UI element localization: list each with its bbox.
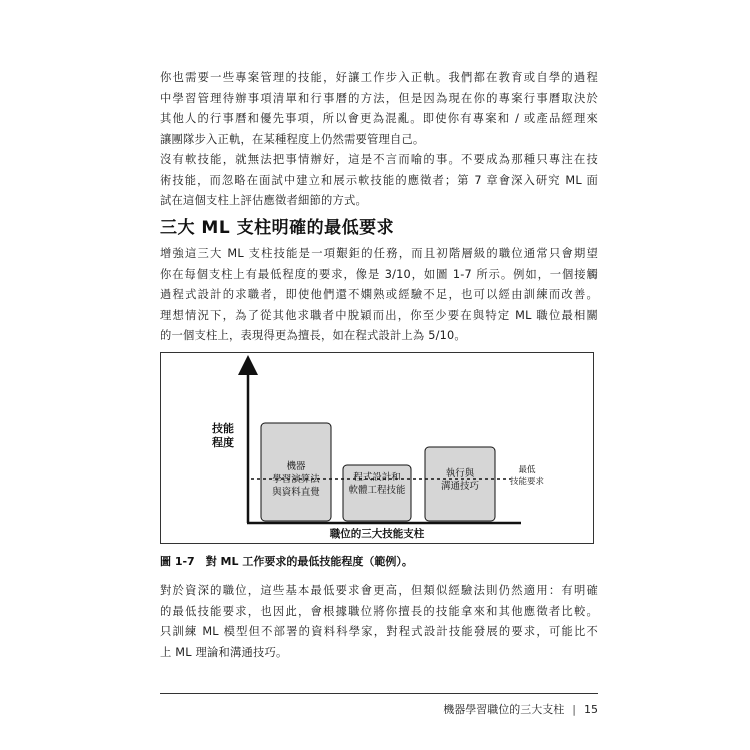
- y-axis-label-line: 技能: [212, 422, 234, 435]
- figure-1-7: [160, 352, 594, 544]
- text-line: 理想情況下，為了從其他求職者中脫穎而出，你至少要在與特定 ML 職位最相關: [160, 308, 598, 322]
- text-line: 只訓練 ML 模型但不部署的資料科學家，對程式設計技能發展的要求，可能比不: [160, 625, 598, 638]
- text-line: 上 ML 理論和溝通技巧。: [160, 645, 288, 659]
- footer-separator: |: [572, 703, 576, 716]
- pillar-label-line: 機器: [286, 461, 306, 472]
- text-line: 其他人的行事曆和優先事項，所以會更為混亂。即使你有專案和 / 或產品經理來: [160, 112, 598, 125]
- text-line: 沒有軟技能，就無法把事情辦好，這是不言而喻的事。不要成為那種只專注在技: [160, 153, 598, 166]
- pillar-label-line: 軟體工程技能: [348, 485, 406, 496]
- min-skill-label-line: 最低: [518, 465, 536, 475]
- x-axis-label: 職位的三大技能支柱: [329, 528, 425, 540]
- text-line: 術技能，而忽略在面試中建立和展示軟技能的應徵者；第 7 章會深入研究 ML 面: [160, 173, 598, 187]
- pillar-label-line: 執行與: [445, 468, 475, 479]
- pillar-label-line: 溝通技巧: [440, 481, 480, 492]
- paragraph-senior-roles: [160, 581, 598, 663]
- footer-divider: [160, 693, 598, 694]
- figure-caption: 圖 1-7 對 ML 工作要求的最低技能程度（範例）。: [160, 555, 413, 568]
- min-skill-label-line: 技能要求: [509, 477, 545, 487]
- pillar-ml-algorithms: [261, 423, 331, 521]
- text-line: 的一個支柱上，表現得更為擅長，如在程式設計上為 5/10。: [160, 329, 466, 342]
- text-line: 過程式設計的求職者，即使他們還不嫻熟或經驗不足，也可以經由訓練而改善。: [160, 288, 598, 301]
- paragraph-soft-skills: [160, 150, 598, 212]
- pillar-label-line: 學習演算法: [272, 474, 320, 485]
- running-title: 機器學習職位的三大支柱: [443, 703, 565, 716]
- text-line: 對於資深的職位，這些基本最低要求會更高，但類似經驗法則仍然適用：有明確: [160, 584, 598, 597]
- y-axis-label-line: 程度: [212, 436, 234, 449]
- pillar-label-line: 程式設計和: [353, 472, 401, 483]
- text-line: 試在這個支柱上評估應徵者細節的方式。: [160, 194, 367, 207]
- pillar-label-line: 與資料直覺: [272, 487, 320, 498]
- section-heading: 三大 ML 支柱明確的最低要求: [160, 218, 395, 238]
- skill-pillars-diagram: [161, 353, 595, 545]
- text-line: 你也需要一些專案管理的技能，好讓工作步入正軌。我們都在教育或自學的過程: [160, 71, 598, 84]
- text-line: 中學習管理待辦事項清單和行事曆的方法，但是因為現在你的專案行事曆取決於: [160, 91, 598, 105]
- text-line: 你在每個支柱上有最低程度的要求，像是 3/10，如圖 1-7 所示。例如，一個接觸: [160, 267, 598, 281]
- text-line: 的最低技能要求，也因此，會根據職位將你擅長的技能拿來和其他應徵者比較。: [160, 604, 598, 618]
- paragraph-minimum-requirements: [160, 244, 598, 347]
- page-number: 15: [584, 703, 598, 716]
- text-line: 讓團隊步入正軌，在某種程度上仍然需要管理自己。: [160, 132, 425, 146]
- page-footer: [443, 701, 598, 717]
- text-line: 增強這三大 ML 支柱技能是一項艱鉅的任務，而且初階層級的職位通常只會期望: [160, 247, 598, 260]
- paragraph-project-management: [160, 68, 598, 150]
